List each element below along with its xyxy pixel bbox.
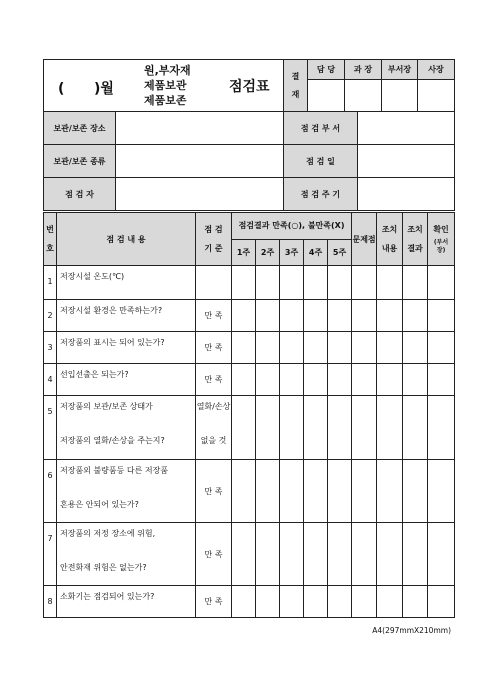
table-row xyxy=(44,300,455,332)
week-4-result-cell[interactable] xyxy=(304,523,328,586)
title-subject-3: 제품보존 xyxy=(144,94,187,107)
problem-cell[interactable] xyxy=(352,460,377,523)
item-content xyxy=(57,523,196,586)
week-4-result-cell[interactable] xyxy=(304,300,328,332)
table-row xyxy=(44,332,455,364)
header-confirm-2: (부서 xyxy=(433,239,449,247)
item-criteria xyxy=(196,460,232,523)
item-number: 3 xyxy=(44,332,57,364)
week-5-header: 5주 xyxy=(332,248,347,257)
confirm-cell[interactable] xyxy=(428,396,455,460)
week-3-result-cell[interactable] xyxy=(280,460,304,523)
storage-place-label: 보관/보존 장소 xyxy=(44,112,116,145)
header-action-result-1: 조치 xyxy=(407,224,423,234)
item-criteria-line: 열화/손상 xyxy=(196,402,231,411)
header-results xyxy=(232,213,352,266)
action-result-cell[interactable] xyxy=(403,364,428,396)
table-row xyxy=(44,364,455,396)
item-criteria xyxy=(196,332,232,364)
item-number: 6 xyxy=(44,460,57,523)
confirm-cell[interactable] xyxy=(428,586,455,618)
action-content-cell[interactable] xyxy=(377,364,403,396)
item-criteria xyxy=(196,586,232,618)
table-row xyxy=(44,523,455,586)
week-2-result-cell[interactable] xyxy=(256,586,280,618)
item-number: 7 xyxy=(44,523,57,586)
week-3-result-cell[interactable] xyxy=(280,300,304,332)
action-content-cell[interactable] xyxy=(377,523,403,586)
week-2-result-cell[interactable] xyxy=(256,396,280,460)
check-date-label: 점 검 일 xyxy=(284,145,358,178)
item-content xyxy=(57,300,196,332)
problem-cell[interactable] xyxy=(352,586,377,618)
week-1-result-cell[interactable] xyxy=(232,364,256,396)
week-5-result-cell[interactable] xyxy=(328,266,352,300)
week-3-result-cell[interactable] xyxy=(280,523,304,586)
item-content xyxy=(57,266,196,300)
header-problem: 문제점 xyxy=(352,213,377,266)
problem-cell[interactable] xyxy=(352,300,377,332)
week-1-result-cell[interactable] xyxy=(232,396,256,460)
action-result-cell[interactable] xyxy=(403,396,428,460)
header-confirm-3: 장) xyxy=(436,246,446,254)
action-result-cell[interactable] xyxy=(403,460,428,523)
department-label: 점 검 부 서 xyxy=(284,112,358,145)
storage-place-field[interactable] xyxy=(116,112,284,145)
item-content xyxy=(57,586,196,618)
item-content xyxy=(57,332,196,364)
problem-cell[interactable] xyxy=(352,332,377,364)
week-4-result-cell[interactable] xyxy=(304,460,328,523)
week-1-result-cell[interactable] xyxy=(232,460,256,523)
week-1-header: 1주 xyxy=(232,240,256,265)
item-criteria xyxy=(196,523,232,586)
item-number: 8 xyxy=(44,586,57,618)
problem-cell[interactable] xyxy=(352,364,377,396)
info-table xyxy=(43,111,455,211)
action-content-cell[interactable] xyxy=(377,460,403,523)
action-result-cell[interactable] xyxy=(403,300,428,332)
item-criteria xyxy=(196,396,232,460)
item-criteria xyxy=(196,364,232,396)
week-3-header: 3주 xyxy=(280,240,304,265)
header-criteria xyxy=(196,213,232,266)
confirm-cell[interactable] xyxy=(428,300,455,332)
header-table xyxy=(43,59,455,112)
problem-cell[interactable] xyxy=(352,266,377,300)
item-number: 1 xyxy=(44,266,57,300)
action-result-cell[interactable] xyxy=(403,266,428,300)
approval-role-manager: 과 장 xyxy=(345,60,382,80)
week-5-result-cell[interactable] xyxy=(328,300,352,332)
action-content-cell[interactable] xyxy=(377,266,403,300)
item-criteria xyxy=(196,266,232,300)
action-content-cell[interactable] xyxy=(377,586,403,618)
item-criteria-line: 만 족 xyxy=(204,486,223,496)
week-1-result-cell[interactable] xyxy=(232,523,256,586)
item-number: 5 xyxy=(44,396,57,460)
action-result-cell[interactable] xyxy=(403,586,428,618)
approval-role-dept-head: 부서장 xyxy=(382,60,418,80)
sign-box-president[interactable] xyxy=(418,80,455,112)
week-2-result-cell[interactable] xyxy=(256,460,280,523)
header-action-content xyxy=(377,213,403,266)
week-3-result-cell[interactable] xyxy=(280,396,304,460)
item-number: 2 xyxy=(44,300,57,332)
item-criteria-line: 없을 것 xyxy=(200,436,227,445)
confirm-cell[interactable] xyxy=(428,364,455,396)
week-2-result-cell[interactable] xyxy=(256,266,280,300)
inspector-field[interactable] xyxy=(116,178,284,211)
header-confirm-1: 확인 xyxy=(433,225,449,235)
confirm-cell[interactable] xyxy=(428,523,455,586)
week-4-result-cell[interactable] xyxy=(304,586,328,618)
item-content-line: 저장품의 열화/손상을 주는지? xyxy=(60,436,165,445)
action-content-cell[interactable] xyxy=(377,300,403,332)
department-field[interactable] xyxy=(358,112,455,145)
title-subject-1: 원,부자재 xyxy=(144,64,191,77)
action-content-cell[interactable] xyxy=(377,396,403,460)
title-subject-2: 제품보관 xyxy=(144,79,187,92)
table-row xyxy=(44,266,455,300)
approval-label-2: 재 xyxy=(291,89,300,99)
week-4-result-cell[interactable] xyxy=(304,396,328,460)
table-row xyxy=(44,586,455,618)
check-cycle-label: 점 검 주 기 xyxy=(284,178,358,211)
checklist-table xyxy=(43,212,455,618)
problem-cell[interactable] xyxy=(352,396,377,460)
header-criteria-1: 점 검 xyxy=(204,224,223,234)
header-no-1: 번 xyxy=(46,224,54,234)
week-4-result-cell[interactable] xyxy=(304,266,328,300)
item-content-line: 저장품의 표시는 되어 있는가? xyxy=(60,338,165,347)
item-criteria-line: 만 족 xyxy=(204,549,223,559)
header-content: 점 검 내 용 xyxy=(57,213,196,266)
header-confirm xyxy=(428,213,455,266)
header-criteria-2: 기 준 xyxy=(204,244,223,253)
approval-role-staff: 담 당 xyxy=(308,60,345,80)
week-2-result-cell[interactable] xyxy=(256,300,280,332)
week-3-result-cell[interactable] xyxy=(280,586,304,618)
week-2-result-cell[interactable] xyxy=(256,332,280,364)
week-4-header: 4주 xyxy=(304,240,328,265)
week-2-header: 2주 xyxy=(256,240,280,265)
item-content xyxy=(57,460,196,523)
week-4-result-cell[interactable] xyxy=(304,364,328,396)
item-criteria-line: 만 족 xyxy=(204,597,223,606)
confirm-cell[interactable] xyxy=(428,460,455,523)
item-content xyxy=(57,364,196,396)
item-content-line: 저장시설 온도(℃) xyxy=(60,272,125,281)
item-content-line: 선입선출은 되는가? xyxy=(60,370,129,379)
item-content-line: 안전화재 위험은 없는가? xyxy=(60,563,147,572)
approval-role-president: 사장 xyxy=(418,60,455,80)
item-content-line: 저장품의 보관/보존 상태가 xyxy=(60,402,153,411)
item-content-line: 저장시설 환경은 만족하는가? xyxy=(60,306,163,315)
week-5-result-cell[interactable] xyxy=(328,396,352,460)
week-4-result-cell[interactable] xyxy=(304,332,328,364)
item-content xyxy=(57,396,196,460)
check-cycle-field[interactable] xyxy=(358,178,455,211)
week-5-result-cell[interactable] xyxy=(328,586,352,618)
problem-cell[interactable] xyxy=(352,523,377,586)
week-1-result-cell[interactable] xyxy=(232,266,256,300)
week-5-result-cell[interactable] xyxy=(328,460,352,523)
header-action-result xyxy=(403,213,428,266)
week-5-result-cell[interactable] xyxy=(328,364,352,396)
sign-box-staff[interactable] xyxy=(308,80,345,112)
sign-box-manager[interactable] xyxy=(345,80,382,112)
week-1-result-cell[interactable] xyxy=(232,586,256,618)
action-content-cell[interactable] xyxy=(377,332,403,364)
confirm-cell[interactable] xyxy=(428,266,455,300)
storage-type-label: 보관/보존 종류 xyxy=(44,145,116,178)
table-row xyxy=(44,396,455,460)
week-1-result-cell[interactable] xyxy=(232,300,256,332)
week-2-result-cell[interactable] xyxy=(256,523,280,586)
inspector-label: 점 검 자 xyxy=(44,178,116,211)
approval-side-label xyxy=(284,60,308,112)
header-action-result-2: 결과 xyxy=(407,244,423,253)
header-no-2: 호 xyxy=(46,244,54,253)
week-5-result-cell[interactable] xyxy=(328,523,352,586)
header-result-title: 점검결과 만족(○), 불만족(X) xyxy=(232,213,351,240)
paper-size-note: A4(297mmX210mm) xyxy=(372,626,451,635)
item-content-line: 저장품외 불량품등 다른 저장품 xyxy=(60,466,169,475)
item-content-line: 저장품의 저정 장소에 위험, xyxy=(60,529,156,538)
storage-type-field[interactable] xyxy=(116,145,284,178)
week-5-result-cell[interactable] xyxy=(328,332,352,364)
title-cell xyxy=(44,60,284,112)
table-row xyxy=(44,460,455,523)
week-3-result-cell[interactable] xyxy=(280,364,304,396)
item-criteria-line: 만 족 xyxy=(204,375,223,384)
week-1-result-cell[interactable] xyxy=(232,332,256,364)
week-3-result-cell[interactable] xyxy=(280,332,304,364)
action-result-cell[interactable] xyxy=(403,523,428,586)
item-criteria-line: 만 족 xyxy=(204,311,223,320)
item-content-line: 소화기는 점검되어 있는가? xyxy=(60,592,155,601)
week-2-result-cell[interactable] xyxy=(256,364,280,396)
approval-label-1: 결 xyxy=(291,71,300,81)
sign-box-dept-head[interactable] xyxy=(382,80,418,112)
week-3-result-cell[interactable] xyxy=(280,266,304,300)
header-no xyxy=(44,213,57,266)
action-result-cell[interactable] xyxy=(403,332,428,364)
header-action-content-1: 조치 xyxy=(381,224,398,234)
header-action-content-2: 내용 xyxy=(381,244,398,253)
month-label: )월 xyxy=(94,81,114,97)
item-number: 4 xyxy=(44,364,57,396)
title-main: 점검표 xyxy=(229,79,270,95)
item-content-line: 혼용은 안되어 있는가? xyxy=(60,500,139,509)
confirm-cell[interactable] xyxy=(428,332,455,364)
item-criteria-line: 만 족 xyxy=(204,343,223,352)
checklist-body xyxy=(44,266,455,618)
check-date-field[interactable] xyxy=(358,145,455,178)
item-criteria xyxy=(196,300,232,332)
month-open: ( xyxy=(58,81,65,97)
